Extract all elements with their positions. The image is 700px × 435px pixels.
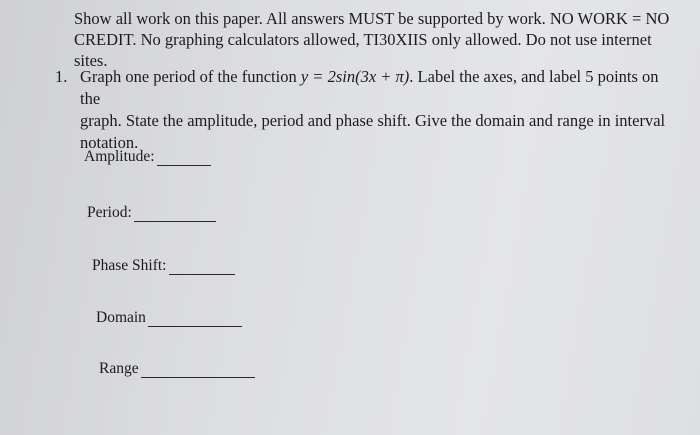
domain-answer-blank[interactable] [148,310,242,327]
instructions-line-1: Show all work on this paper. All answers MUST be supported by work. NO WORK = NO [74,9,670,28]
question-line-1-end: . Label the axes, and label 5 points on the [80,67,659,108]
range-answer-blank[interactable] [141,361,255,378]
amplitude-field [84,148,211,166]
question-line-2: graph. State the amplitude, period and phase shift. Give the domain and range in interval [80,111,666,130]
phase-shift-field [92,257,235,275]
range-field [99,360,255,378]
period-field [87,204,216,222]
question-number: 1. [55,67,68,86]
function-expression: y = 2sin(3x + π) [300,67,410,86]
question-line-1 [80,66,670,110]
period-answer-blank[interactable] [134,205,216,222]
question-text [80,66,670,154]
phase-shift-answer-blank[interactable] [169,258,235,275]
period-label: Period: [87,204,132,221]
amplitude-answer-blank[interactable] [157,149,211,166]
instructions [74,8,684,71]
range-label: Range [99,360,139,377]
question-line-3: notation. [80,133,139,152]
question-line-1-start: Graph one period of the function [80,67,301,86]
instructions-line-2: CREDIT. No graphing calculators allowed, TI30XIIS only allowed. Do not use internet sites. [74,30,652,70]
phase-shift-label: Phase Shift: [92,257,167,274]
domain-label: Domain [96,309,146,326]
domain-field [96,309,242,327]
amplitude-label: Amplitude: [84,148,155,165]
